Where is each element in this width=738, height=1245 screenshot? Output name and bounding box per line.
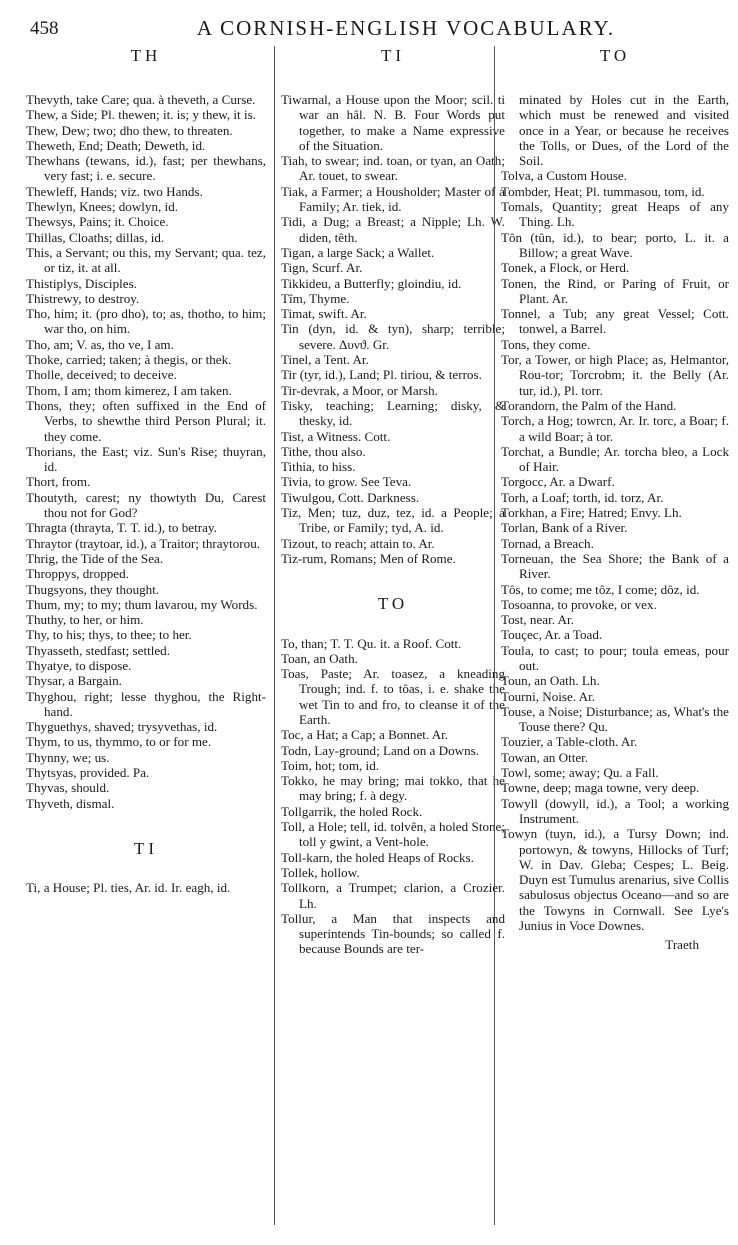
dictionary-entry: Tiah, to swear; ind. toan, or tyan, an Oath; Ar. touet, to swear. bbox=[281, 153, 505, 184]
column-2 bbox=[274, 46, 505, 1225]
column-1 bbox=[26, 46, 266, 1225]
page-number: 458 bbox=[30, 18, 59, 39]
dictionary-entry: Thytsyas, provided. Pa. bbox=[26, 765, 150, 781]
dictionary-entry: Tourni, Noise. Ar. bbox=[501, 688, 596, 704]
dictionary-entry: Thorians, the East; viz. Sun's Rise; thuyran, id. bbox=[26, 443, 266, 475]
dictionary-entry: Tithia, to hiss. bbox=[281, 459, 356, 475]
dictionary-entry: Thewhans (tewans, id.), fast; per thewhans, very fast; i. e. secure. bbox=[26, 153, 266, 184]
dictionary-entry: Torlan, Bank of a River. bbox=[501, 520, 628, 536]
dictionary-entry: Tollur, a Man that inspects and superintends Tin-bounds; so called f. because Bounds are ter- bbox=[281, 910, 505, 957]
dictionary-entry: Todn, Lay-ground; Land on a Downs. bbox=[281, 742, 479, 758]
dictionary-entry: Thyghou, right; lesse thyghou, the Right-hand. bbox=[26, 688, 266, 719]
dictionary-entry: Throppys, dropped. bbox=[26, 566, 129, 582]
dictionary-entry: Thyguethys, shaved; trysyvethas, id. bbox=[26, 719, 218, 735]
dictionary-entry: Thistiplys, Disciples. bbox=[26, 275, 137, 291]
dictionary-entry: Toan, an Oath. bbox=[281, 650, 358, 666]
dictionary-entry: Thugsyons, they thought. bbox=[26, 581, 160, 597]
section-head: TI bbox=[133, 838, 159, 858]
dictionary-entry: Thynny, we; us. bbox=[26, 749, 110, 765]
dictionary-entry: Tons, they come. bbox=[501, 336, 591, 352]
dictionary-entry: Tôs, to come; me tôz, I come; dôz, id. bbox=[501, 581, 700, 597]
entry-list bbox=[281, 636, 505, 957]
dictionary-entry: Towan, an Otter. bbox=[501, 749, 589, 765]
dictionary-entry: Thyvas, should. bbox=[26, 780, 110, 796]
dictionary-entry: Tithe, thou also. bbox=[281, 443, 366, 459]
dictionary-entry: Touzier, a Table-cloth. Ar. bbox=[501, 734, 638, 750]
dictionary-entry: Thragta (thrayta, T. T. id.), to betray. bbox=[26, 520, 217, 536]
dictionary-entry: Tikkideu, a Butterfly; gloindiu, id. bbox=[281, 275, 462, 291]
dictionary-entry: Thyasseth, stedfast; settled. bbox=[26, 642, 170, 658]
dictionary-entry: Torneuan, the Sea Shore; the Bank of a River. bbox=[501, 550, 729, 582]
dictionary-entry: To, than; T. T. Qu. it. a Roof. Cott. bbox=[281, 635, 462, 651]
dictionary-entry: Torkhan, a Fire; Hatred; Envy. Lh. bbox=[501, 505, 682, 521]
dictionary-entry: Tonen, the Rind, or Paring of Fruit, or Plant. Ar. bbox=[501, 275, 729, 306]
dictionary-entry: Thrig, the Tide of the Sea. bbox=[26, 550, 164, 566]
dictionary-entry: Torchat, a Bundle; Ar. torcha bleo, a Lock of Hair. bbox=[501, 443, 729, 475]
dictionary-entry: Thort, from. bbox=[26, 474, 91, 490]
dictionary-entry: Tiz-rum, Romans; Men of Rome. bbox=[281, 550, 456, 566]
dictionary-entry: Tinel, a Tent. Ar. bbox=[281, 352, 369, 368]
dictionary-entry: Tôn (tûn, id.), to bear; porto, L. it. a Billow; a great Wave. bbox=[501, 229, 729, 260]
dictionary-entry: Thillas, Cloaths; dillas, id. bbox=[26, 229, 165, 245]
dictionary-entry: Tost, near. Ar. bbox=[501, 612, 574, 628]
dictionary-entry: Tîm, Thyme. bbox=[281, 290, 350, 306]
dictionary-entry: Tizout, to reach; attain to. Ar. bbox=[281, 535, 435, 551]
column-3 bbox=[494, 46, 729, 1225]
dictionary-entry: Ti, a House; Pl. ties, Ar. id. Ir. eagh, id. bbox=[26, 880, 231, 896]
dictionary-entry: Thoutyth, carest; ny thowtyth Du, Carest thou not for God? bbox=[26, 489, 266, 521]
dictionary-entry: Thum, my; to my; thum lavarou, my Words. bbox=[26, 596, 258, 612]
dictionary-entry: Towyn (tuyn, id.), a Tursy Down; ind. portowyn, & towyns, Hillocks of Turf; W. in Dav. Gleba; Cespes; L. Beig. Duyn est Tumulus arenarius, sive Collis sabulosus objectus Oceano—and so are the Towyns in Cornwall. See Lye's Junius in Voce Downes. bbox=[501, 826, 729, 934]
dictionary-entry: Thym, to us, thymmo, to or for me. bbox=[26, 734, 212, 750]
dictionary-entry: Thew, Dew; two; dho thew, to threaten. bbox=[26, 122, 233, 138]
dictionary-entry: Tign, Scurf. Ar. bbox=[281, 260, 363, 276]
dictionary-entry: Toll-karn, the holed Heaps of Rocks. bbox=[281, 849, 474, 865]
entry-list bbox=[281, 92, 505, 566]
catchword: Traeth bbox=[665, 937, 699, 953]
dictionary-entry: Tho, him; it. (pro dho), to; as, thotho, to him; war tho, on him. bbox=[26, 306, 266, 337]
dictionary-entry: Tiz, Men; tuz, duz, tez, id. a People; a Tribe, or Family; tyd, A. id. bbox=[281, 505, 505, 536]
dictionary-entry: Thyatye, to dispose. bbox=[26, 657, 132, 673]
dictionary-entry: This, a Servant; ou this, my Servant; qua. tez, or tiz, it. at all. bbox=[26, 244, 266, 276]
dictionary-entry: Touçec, Ar. a Toad. bbox=[501, 627, 603, 643]
dictionary-entry: Towyll (dowyll, id.), a Tool; a working Instrument. bbox=[501, 795, 729, 826]
dictionary-entry: Tonek, a Flock, or Herd. bbox=[501, 260, 630, 276]
dictionary-entry: Tokko, he may bring; mai tokko, that he may bring; f. à degy. bbox=[281, 773, 505, 804]
dictionary-entry: Tin (dyn, id. & tyn), sharp; terrible; severe. Δυνϑ. Gr. bbox=[281, 321, 505, 352]
dictionary-entry: Theweth, End; Death; Deweth, id. bbox=[26, 137, 206, 153]
column-head: TH bbox=[130, 46, 162, 65]
dictionary-entry: Tist, a Witness. Cott. bbox=[281, 428, 391, 444]
dictionary-entry: Tir-devrak, a Moor, or Marsh. bbox=[281, 382, 438, 398]
entry-list bbox=[501, 168, 729, 933]
dictionary-entry: Tomals, Quantity; great Heaps of any Thing. Lh. bbox=[501, 199, 729, 230]
dictionary-entry: Tollek, hollow. bbox=[281, 864, 360, 880]
dictionary-entry: Thraytor (traytoar, id.), a Traitor; thraytorou. bbox=[26, 535, 261, 551]
dictionary-entry: Torch, a Hog; towrcn, Ar. Ir. torc, a Boar; f. a wild Boar; à tor. bbox=[501, 413, 729, 444]
dictionary-entry: Thy, to his; thys, to thee; to her. bbox=[26, 627, 192, 643]
entry-list bbox=[26, 880, 266, 895]
dictionary-entry: Thistrewy, to destroy. bbox=[26, 290, 140, 306]
dictionary-entry: Toun, an Oath. Lh. bbox=[501, 673, 600, 689]
section-head: TO bbox=[377, 594, 409, 614]
dictionary-entry: Toula, to cast; to pour; toula emeas, pour out. bbox=[501, 642, 729, 673]
dictionary-entry: Thewleff, Hands; viz. two Hands. bbox=[26, 183, 203, 199]
column-head: TO bbox=[599, 46, 631, 65]
dictionary-entry: Thewlyn, Knees; dowlyn, id. bbox=[26, 199, 179, 215]
dictionary-entry: Tosoanna, to provoke, or vex. bbox=[501, 596, 657, 612]
running-head: A CORNISH-ENGLISH VOCABULARY. bbox=[196, 16, 616, 40]
dictionary-entry: Thyveth, dismal. bbox=[26, 795, 115, 811]
dictionary-entry: Tolva, a Custom House. bbox=[501, 168, 628, 184]
dictionary-entry: Tollkorn, a Trumpet; clarion, a Crozier. Lh. bbox=[281, 880, 505, 911]
dictionary-entry: Tir (tyr, id.), Land; Pl. tiriou, & terros. bbox=[281, 367, 482, 383]
dictionary-entry: Torgocc, Ar. a Dwarf. bbox=[501, 474, 615, 490]
dictionary-entry: Thew, a Side; Pl. thewen; it. is; y thew, it is. bbox=[26, 107, 256, 123]
dictionary-entry: Thevyth, take Care; qua. à theveth, a Curse. bbox=[26, 92, 256, 107]
dictionary-entry: Touse, a Noise; Disturbance; as, What's the Touse there? Qu. bbox=[501, 703, 729, 735]
column-head: TI bbox=[380, 46, 406, 65]
dictionary-entry: Thom, I am; thom kimerez, I am taken. bbox=[26, 382, 232, 398]
dictionary-entry: Thysar, a Bargain. bbox=[26, 673, 122, 689]
dictionary-entry: Torandorn, the Palm of the Hand. bbox=[501, 397, 677, 413]
dictionary-entry: Towl, some; away; Qu. a Fall. bbox=[501, 765, 659, 781]
dictionary-entry: Tisky, teaching; Learning; disky, & thesky, id. bbox=[281, 397, 505, 429]
dictionary-entry: Tombder, Heat; Pl. tummasou, tom, id. bbox=[501, 183, 705, 199]
dictionary-entry: Tiak, a Farmer; a Housholder; Master of a Family; Ar. tiek, id. bbox=[281, 183, 505, 215]
dictionary-entry: Tornad, a Breach. bbox=[501, 535, 594, 551]
dictionary-entry: Thuthy, to her, or him. bbox=[26, 612, 144, 628]
entry-list bbox=[26, 92, 266, 811]
dictionary-entry: Thoke, carried; taken; à thegis, or thek. bbox=[26, 352, 232, 368]
dictionary-entry: Thewsys, Pains; it. Choice. bbox=[26, 214, 169, 230]
dictionary-entry: Toc, a Hat; a Cap; a Bonnet. Ar. bbox=[281, 727, 449, 743]
dictionary-entry: Towne, deep; maga towne, very deep. bbox=[501, 780, 700, 796]
dictionary-entry: Toll, a Hole; tell, id. tolvên, a holed Stone; toll y gwint, a Vent-hole. bbox=[281, 819, 505, 850]
dictionary-entry: Tivia, to grow. See Teva. bbox=[281, 474, 412, 490]
dictionary-entry: Torh, a Loaf; torth, id. torz, Ar. bbox=[501, 489, 664, 505]
dictionary-entry: Timat, swift. Ar. bbox=[281, 306, 367, 322]
dictionary-entry: Tigan, a large Sack; a Wallet. bbox=[281, 244, 435, 260]
dictionary-entry: Tiwulgou, Cott. Darkness. bbox=[281, 489, 420, 505]
dictionary-entry: Tollgarrik, the holed Rock. bbox=[281, 803, 423, 819]
dictionary-entry: Tonnel, a Tub; any great Vessel; Cott. tonwel, a Barrel. bbox=[501, 306, 729, 337]
dictionary-entry: Tiwarnal, a House upon the Moor; scil. ti war an hâl. N. B. Four Words put together, to make a Name expressive of the Situation. bbox=[281, 92, 505, 153]
dictionary-entry: Tho, am; V. as, tho ve, I am. bbox=[26, 336, 174, 352]
dictionary-entry: Tholle, deceived; to deceive. bbox=[26, 367, 177, 383]
dictionary-entry: Tidi, a Dug; a Breast; a Nipple; Lh. W. diden, têth. bbox=[281, 214, 505, 245]
dictionary-entry: Toim, hot; tom, id. bbox=[281, 757, 380, 773]
dictionary-entry: Tor, a Tower, or high Place; as, Helmantor, Rou-tor; Torcrobm; it. the Belly (Ar. tur, id.), Pl. torr. bbox=[501, 352, 729, 398]
continued-entry: minated by Holes cut in the Earth, which must be renewed and visited once in a Year, or because he receives the Tolls, or Dues, of the Lord of the Soil. bbox=[519, 92, 729, 169]
dictionary-entry: Thons, they; often suffixed in the End of Verbs, to shewthe third Person Plural; it. they come. bbox=[26, 397, 266, 444]
dictionary-entry: Toas, Paste; Ar. toasez, a kneading Trough; ind. f. to tôas, i. e. shake the wet Tin to and fro, to cleanse it of the Earth. bbox=[281, 666, 505, 727]
